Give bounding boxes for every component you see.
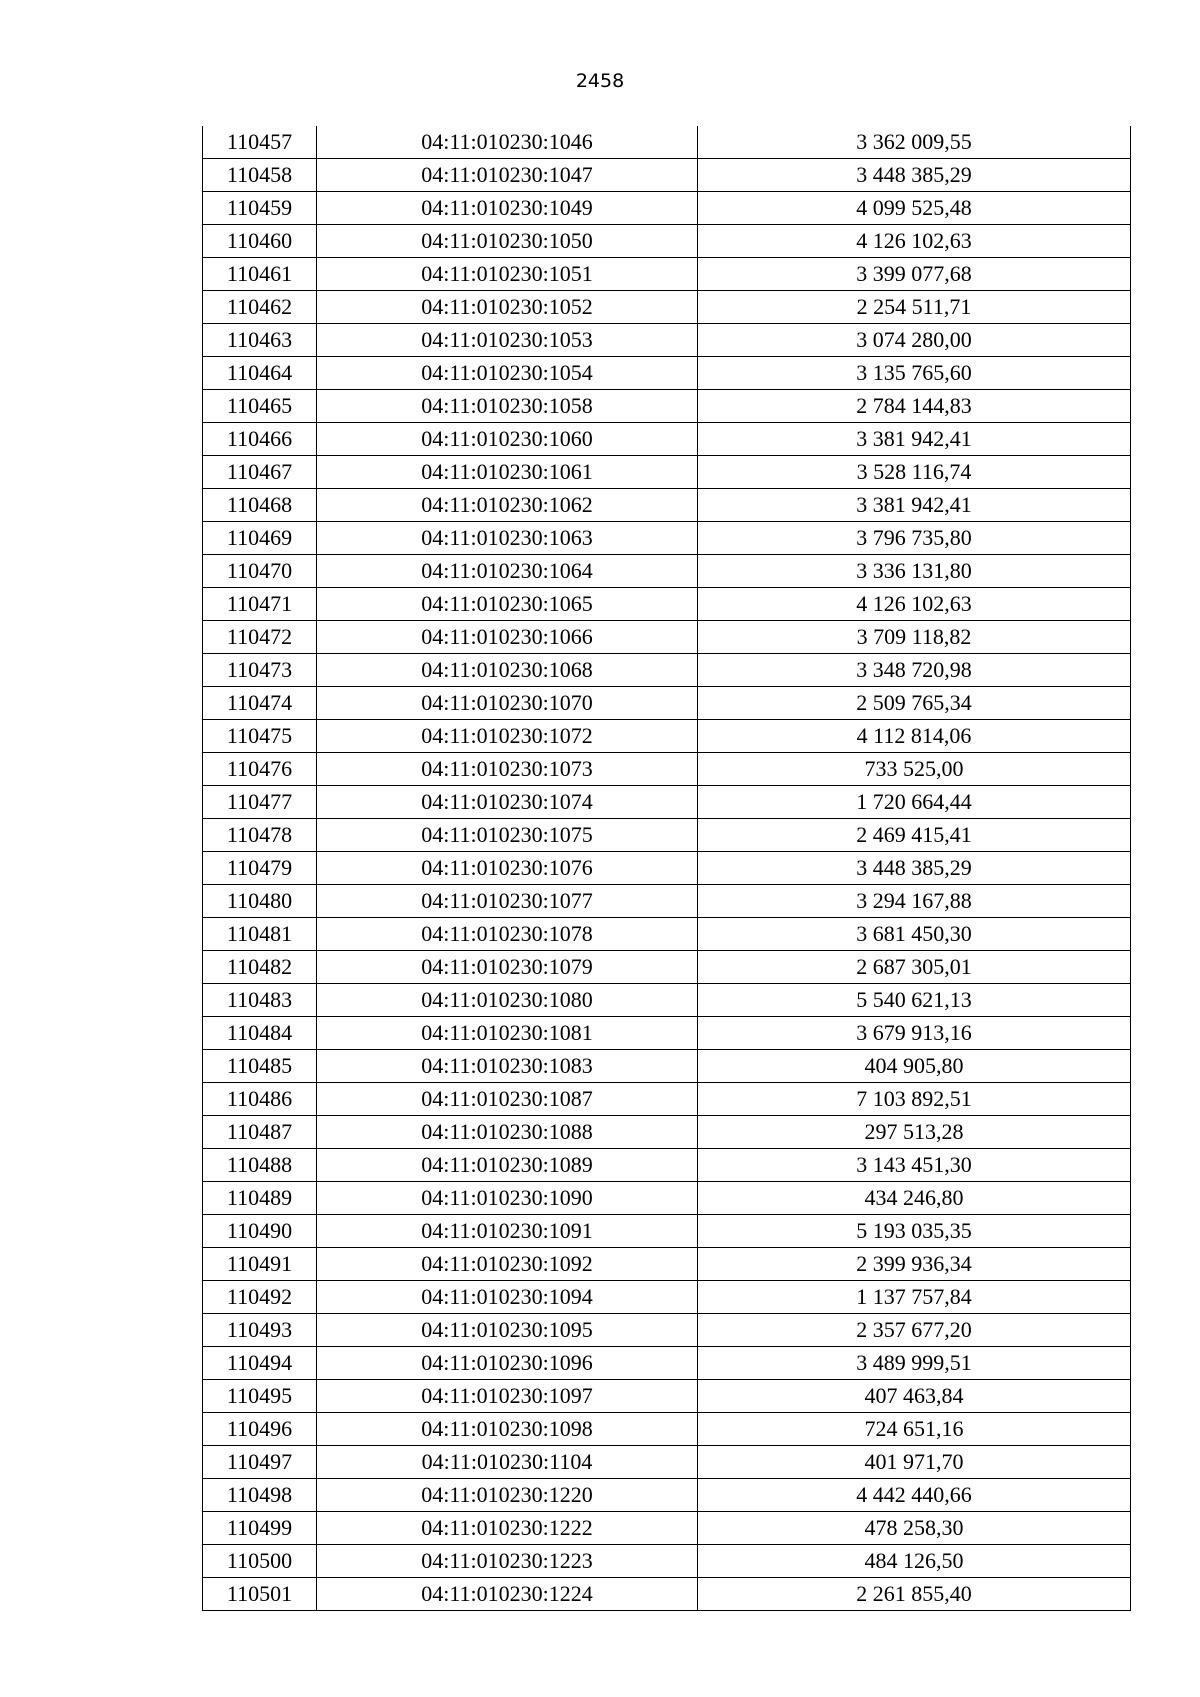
row-number-cell: 110462 — [203, 291, 317, 324]
cadastral-value-cell: 3 528 116,74 — [698, 456, 1131, 489]
row-number-cell: 110482 — [203, 951, 317, 984]
cadastral-value-cell: 3 681 450,30 — [698, 918, 1131, 951]
row-number-cell: 110497 — [203, 1446, 317, 1479]
row-number-cell: 110496 — [203, 1413, 317, 1446]
cadastral-number-cell: 04:11:010230:1081 — [317, 1017, 698, 1050]
cadastral-number-cell: 04:11:010230:1051 — [317, 258, 698, 291]
cadastral-number-cell: 04:11:010230:1073 — [317, 753, 698, 786]
cadastral-number-cell: 04:11:010230:1078 — [317, 918, 698, 951]
row-number-cell: 110471 — [203, 588, 317, 621]
table-row — [203, 819, 1131, 852]
cadastral-value-cell: 3 381 942,41 — [698, 423, 1131, 456]
row-number-cell: 110469 — [203, 522, 317, 555]
cadastral-number-cell: 04:11:010230:1224 — [317, 1578, 698, 1611]
cadastral-value-cell: 3 381 942,41 — [698, 489, 1131, 522]
cadastral-value-cell: 2 687 305,01 — [698, 951, 1131, 984]
cadastral-value-cell: 404 905,80 — [698, 1050, 1131, 1083]
cadastral-value-cell: 401 971,70 — [698, 1446, 1131, 1479]
cadastral-number-cell: 04:11:010230:1072 — [317, 720, 698, 753]
cadastral-number-cell: 04:11:010230:1079 — [317, 951, 698, 984]
row-number-cell: 110490 — [203, 1215, 317, 1248]
row-number-cell: 110498 — [203, 1479, 317, 1512]
cadastral-number-cell: 04:11:010230:1092 — [317, 1248, 698, 1281]
cadastral-value-cell: 3 074 280,00 — [698, 324, 1131, 357]
row-number-cell: 110473 — [203, 654, 317, 687]
cadastral-value-cell: 484 126,50 — [698, 1545, 1131, 1578]
cadastral-number-cell: 04:11:010230:1104 — [317, 1446, 698, 1479]
cadastral-value-cell: 2 254 511,71 — [698, 291, 1131, 324]
table-row — [203, 786, 1131, 819]
cadastral-value-cell: 733 525,00 — [698, 753, 1131, 786]
table-row — [203, 621, 1131, 654]
table-row — [203, 918, 1131, 951]
row-number-cell: 110479 — [203, 852, 317, 885]
table-row — [203, 192, 1131, 225]
row-number-cell: 110480 — [203, 885, 317, 918]
cadastral-number-cell: 04:11:010230:1097 — [317, 1380, 698, 1413]
cadastral-number-cell: 04:11:010230:1098 — [317, 1413, 698, 1446]
table-row — [203, 1248, 1131, 1281]
cadastral-value-cell: 3 362 009,55 — [698, 126, 1131, 159]
table-row — [203, 489, 1131, 522]
cadastral-number-cell: 04:11:010230:1220 — [317, 1479, 698, 1512]
table-row — [203, 654, 1131, 687]
row-number-cell: 110501 — [203, 1578, 317, 1611]
row-number-cell: 110484 — [203, 1017, 317, 1050]
cadastral-value-cell: 4 126 102,63 — [698, 588, 1131, 621]
table-row — [203, 390, 1131, 423]
cadastral-number-cell: 04:11:010230:1074 — [317, 786, 698, 819]
table-row — [203, 852, 1131, 885]
cadastral-value-cell: 2 469 415,41 — [698, 819, 1131, 852]
cadastral-value-cell: 3 448 385,29 — [698, 852, 1131, 885]
cadastral-value-cell: 3 336 131,80 — [698, 555, 1131, 588]
cadastral-number-cell: 04:11:010230:1058 — [317, 390, 698, 423]
row-number-cell: 110488 — [203, 1149, 317, 1182]
cadastral-number-cell: 04:11:010230:1095 — [317, 1314, 698, 1347]
cadastral-value-cell: 297 513,28 — [698, 1116, 1131, 1149]
table-row — [203, 1281, 1131, 1314]
cadastral-value-cell: 1 720 664,44 — [698, 786, 1131, 819]
table-row — [203, 1182, 1131, 1215]
row-number-cell: 110476 — [203, 753, 317, 786]
row-number-cell: 110492 — [203, 1281, 317, 1314]
cadastral-value-cell: 4 126 102,63 — [698, 225, 1131, 258]
table-row — [203, 951, 1131, 984]
cadastral-value-cell: 2 399 936,34 — [698, 1248, 1131, 1281]
row-number-cell: 110474 — [203, 687, 317, 720]
cadastral-value-cell: 434 246,80 — [698, 1182, 1131, 1215]
row-number-cell: 110486 — [203, 1083, 317, 1116]
cadastral-value-cell: 3 143 451,30 — [698, 1149, 1131, 1182]
cadastral-value-cell: 478 258,30 — [698, 1512, 1131, 1545]
cadastral-number-cell: 04:11:010230:1062 — [317, 489, 698, 522]
table-row — [203, 555, 1131, 588]
row-number-cell: 110461 — [203, 258, 317, 291]
cadastral-value-table — [202, 126, 1131, 1611]
table-row — [203, 687, 1131, 720]
table-row — [203, 1314, 1131, 1347]
cadastral-number-cell: 04:11:010230:1096 — [317, 1347, 698, 1380]
cadastral-number-cell: 04:11:010230:1054 — [317, 357, 698, 390]
cadastral-number-cell: 04:11:010230:1065 — [317, 588, 698, 621]
table-row — [203, 522, 1131, 555]
cadastral-number-cell: 04:11:010230:1063 — [317, 522, 698, 555]
cadastral-value-cell: 3 448 385,29 — [698, 159, 1131, 192]
cadastral-value-cell: 3 399 077,68 — [698, 258, 1131, 291]
row-number-cell: 110458 — [203, 159, 317, 192]
row-number-cell: 110485 — [203, 1050, 317, 1083]
row-number-cell: 110463 — [203, 324, 317, 357]
cadastral-value-cell: 4 099 525,48 — [698, 192, 1131, 225]
cadastral-value-cell: 3 709 118,82 — [698, 621, 1131, 654]
row-number-cell: 110468 — [203, 489, 317, 522]
table-row — [203, 1215, 1131, 1248]
row-number-cell: 110489 — [203, 1182, 317, 1215]
table-row — [203, 984, 1131, 1017]
cadastral-number-cell: 04:11:010230:1088 — [317, 1116, 698, 1149]
cadastral-value-cell: 407 463,84 — [698, 1380, 1131, 1413]
row-number-cell: 110477 — [203, 786, 317, 819]
cadastral-number-cell: 04:11:010230:1053 — [317, 324, 698, 357]
table-row — [203, 1545, 1131, 1578]
cadastral-number-cell: 04:11:010230:1060 — [317, 423, 698, 456]
table-row — [203, 456, 1131, 489]
cadastral-number-cell: 04:11:010230:1052 — [317, 291, 698, 324]
cadastral-number-cell: 04:11:010230:1222 — [317, 1512, 698, 1545]
cadastral-number-cell: 04:11:010230:1046 — [317, 126, 698, 159]
cadastral-value-cell: 5 193 035,35 — [698, 1215, 1131, 1248]
table-row — [203, 885, 1131, 918]
cadastral-value-cell: 2 357 677,20 — [698, 1314, 1131, 1347]
cadastral-value-cell: 2 784 144,83 — [698, 390, 1131, 423]
cadastral-number-cell: 04:11:010230:1049 — [317, 192, 698, 225]
table-row — [203, 1083, 1131, 1116]
row-number-cell: 110472 — [203, 621, 317, 654]
cadastral-number-cell: 04:11:010230:1061 — [317, 456, 698, 489]
table-row — [203, 159, 1131, 192]
table-row — [203, 357, 1131, 390]
cadastral-value-cell: 3 135 765,60 — [698, 357, 1131, 390]
row-number-cell: 110495 — [203, 1380, 317, 1413]
table-row — [203, 1149, 1131, 1182]
table-row — [203, 225, 1131, 258]
row-number-cell: 110500 — [203, 1545, 317, 1578]
row-number-cell: 110459 — [203, 192, 317, 225]
table-row — [203, 291, 1131, 324]
table-row — [203, 720, 1131, 753]
cadastral-number-cell: 04:11:010230:1083 — [317, 1050, 698, 1083]
row-number-cell: 110464 — [203, 357, 317, 390]
cadastral-value-cell: 2 509 765,34 — [698, 687, 1131, 720]
table-row — [203, 1347, 1131, 1380]
row-number-cell: 110494 — [203, 1347, 317, 1380]
cadastral-value-cell: 3 796 735,80 — [698, 522, 1131, 555]
cadastral-number-cell: 04:11:010230:1050 — [317, 225, 698, 258]
cadastral-number-cell: 04:11:010230:1094 — [317, 1281, 698, 1314]
cadastral-value-cell: 3 348 720,98 — [698, 654, 1131, 687]
cadastral-number-cell: 04:11:010230:1068 — [317, 654, 698, 687]
row-number-cell: 110465 — [203, 390, 317, 423]
table-row — [203, 1050, 1131, 1083]
row-number-cell: 110460 — [203, 225, 317, 258]
row-number-cell: 110499 — [203, 1512, 317, 1545]
table-row — [203, 126, 1131, 159]
cadastral-value-cell: 7 103 892,51 — [698, 1083, 1131, 1116]
cadastral-value-cell: 4 442 440,66 — [698, 1479, 1131, 1512]
cadastral-number-cell: 04:11:010230:1091 — [317, 1215, 698, 1248]
page-number: 2458 — [575, 70, 625, 92]
table-row — [203, 423, 1131, 456]
cadastral-number-cell: 04:11:010230:1066 — [317, 621, 698, 654]
row-number-cell: 110481 — [203, 918, 317, 951]
cadastral-number-cell: 04:11:010230:1076 — [317, 852, 698, 885]
table-row — [203, 753, 1131, 786]
cadastral-number-cell: 04:11:010230:1070 — [317, 687, 698, 720]
row-number-cell: 110466 — [203, 423, 317, 456]
cadastral-value-cell: 3 489 999,51 — [698, 1347, 1131, 1380]
cadastral-value-cell: 4 112 814,06 — [698, 720, 1131, 753]
row-number-cell: 110467 — [203, 456, 317, 489]
table-row — [203, 324, 1131, 357]
cadastral-value-cell: 724 651,16 — [698, 1413, 1131, 1446]
table-row — [203, 588, 1131, 621]
cadastral-number-cell: 04:11:010230:1047 — [317, 159, 698, 192]
table-row — [203, 1578, 1131, 1611]
row-number-cell: 110493 — [203, 1314, 317, 1347]
cadastral-number-cell: 04:11:010230:1077 — [317, 885, 698, 918]
cadastral-number-cell: 04:11:010230:1223 — [317, 1545, 698, 1578]
cadastral-number-cell: 04:11:010230:1090 — [317, 1182, 698, 1215]
table-body — [203, 126, 1131, 1611]
table-row — [203, 1116, 1131, 1149]
table-row — [203, 1380, 1131, 1413]
cadastral-value-cell: 2 261 855,40 — [698, 1578, 1131, 1611]
row-number-cell: 110475 — [203, 720, 317, 753]
cadastral-number-cell: 04:11:010230:1080 — [317, 984, 698, 1017]
row-number-cell: 110478 — [203, 819, 317, 852]
cadastral-value-cell: 3 294 167,88 — [698, 885, 1131, 918]
table-row — [203, 1017, 1131, 1050]
cadastral-number-cell: 04:11:010230:1087 — [317, 1083, 698, 1116]
table-row — [203, 1446, 1131, 1479]
table-row — [203, 1413, 1131, 1446]
table-row — [203, 258, 1131, 291]
cadastral-value-cell: 3 679 913,16 — [698, 1017, 1131, 1050]
table-row — [203, 1512, 1131, 1545]
row-number-cell: 110470 — [203, 555, 317, 588]
table-row — [203, 1479, 1131, 1512]
row-number-cell: 110483 — [203, 984, 317, 1017]
cadastral-number-cell: 04:11:010230:1064 — [317, 555, 698, 588]
cadastral-value-cell: 1 137 757,84 — [698, 1281, 1131, 1314]
row-number-cell: 110487 — [203, 1116, 317, 1149]
cadastral-value-cell: 5 540 621,13 — [698, 984, 1131, 1017]
row-number-cell: 110491 — [203, 1248, 317, 1281]
row-number-cell: 110457 — [203, 126, 317, 159]
cadastral-number-cell: 04:11:010230:1075 — [317, 819, 698, 852]
cadastral-number-cell: 04:11:010230:1089 — [317, 1149, 698, 1182]
